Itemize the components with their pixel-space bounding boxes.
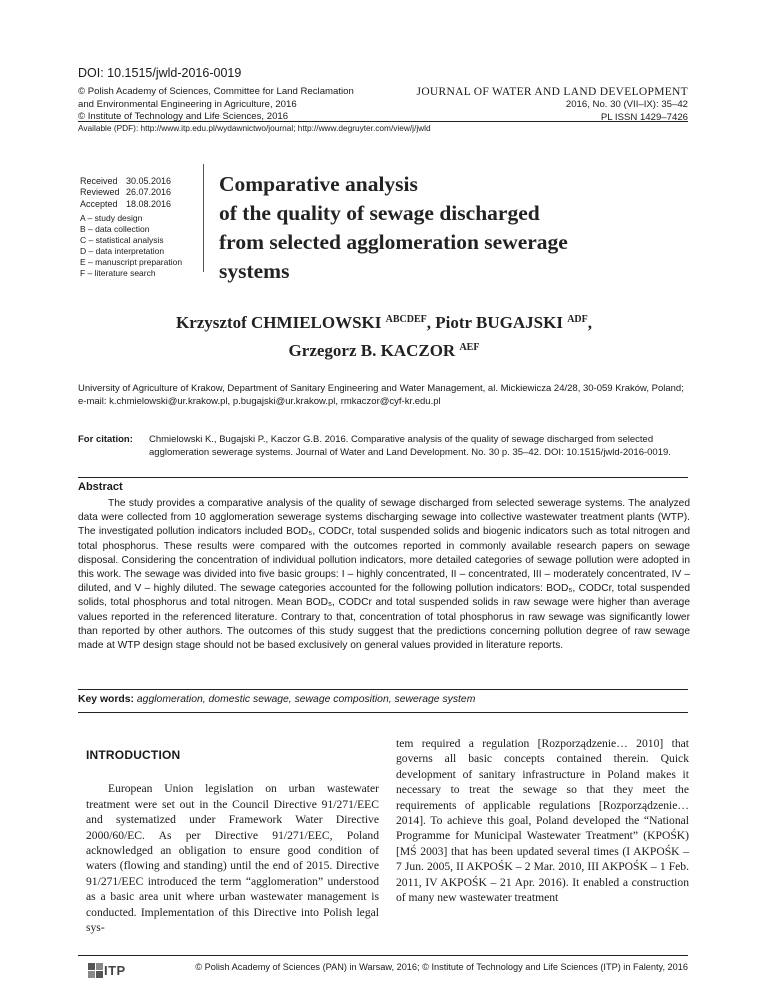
publisher-line: © Institute of Technology and Life Sciences, 2016 bbox=[78, 111, 289, 123]
affiliation: University of Agriculture of Krakow, Department of Sanitary Engineering and Water Management, al. Mickiewicza 24/28, 30-059 Kraków, Poland; e-mail: k.chmielowski@ur.krakow.pl, p.bugajski@ur.krakow.pl, rmkaczor@cyf-kr.edu.pl bbox=[78, 383, 684, 407]
logo-square-icon bbox=[88, 963, 95, 970]
author-roles: ABCDEF bbox=[385, 314, 427, 325]
journal-title: JOURNAL OF WATER AND LAND DEVELOPMENT bbox=[416, 86, 688, 98]
logo-square-icon bbox=[96, 963, 103, 970]
body-column-right bbox=[396, 736, 689, 905]
role-item: A – study design bbox=[80, 213, 143, 223]
publisher-line: and Environmental Engineering in Agriculture, 2016 bbox=[78, 98, 297, 110]
citation-divider bbox=[78, 477, 688, 478]
author-line: Krzysztof CHMIELOWSKI $^{ABCDEF}$, Piotr BUGAJSKI $^{ADF}$, bbox=[175, 313, 592, 332]
logo-square-icon bbox=[88, 971, 95, 978]
abstract-divider bbox=[78, 689, 688, 690]
journal-issn: PL ISSN 1429–7426 bbox=[600, 111, 688, 123]
keywords bbox=[78, 694, 475, 705]
vertical-divider bbox=[203, 164, 204, 272]
keywords-divider bbox=[78, 712, 688, 713]
author-roles: ADF bbox=[567, 314, 588, 325]
date-row: Received 30.05.2016 bbox=[80, 176, 172, 186]
contribution-roles bbox=[80, 213, 182, 279]
publisher-info bbox=[78, 86, 438, 124]
journal-info bbox=[388, 86, 688, 124]
section-heading: INTRODUCTION bbox=[86, 748, 181, 762]
citation bbox=[78, 433, 690, 459]
role-item: C – statistical analysis bbox=[80, 235, 164, 245]
author-line bbox=[0, 335, 768, 363]
journal-issue: 2016, No. 30 (VII–IX): 35–42 bbox=[565, 99, 688, 110]
footer-divider bbox=[78, 955, 688, 956]
role-item: E – manuscript preparation bbox=[80, 257, 183, 267]
header-divider bbox=[78, 121, 688, 122]
abstract-heading: Abstract bbox=[78, 481, 123, 493]
footer-copyright: © Polish Academy of Sciences (PAN) in Warsaw, 2016; © Institute of Technology and Life Sciences (ITP) in Falenty, 2016 bbox=[195, 962, 688, 972]
itp-logo bbox=[88, 961, 134, 981]
role-item: F – literature search bbox=[80, 268, 156, 278]
author-name: Grzegorz B. KACZOR bbox=[288, 341, 456, 360]
author-roles: AEF bbox=[459, 342, 480, 353]
body-column-left bbox=[86, 748, 379, 935]
role-item: B – data collection bbox=[80, 224, 150, 234]
author-name: Piotr BUGAJSKI bbox=[435, 313, 563, 332]
body-paragraph: European Union legislation on urban wastewater treatment were set out in the Council Directive 91/271/EEC and systematized under Framework Water Directive 2000/60/EC. As per Directive 91/271/EEC, Poland acknowledged an obligation to ensure good condition of waters (flowing and standing) until the end of 2015. Directive 91/271/EEC introduced the term “agglomeration” understood as a basic area unit where urban wastewater management is conducted. Implementation of this Directive into Polish legal sys- bbox=[86, 782, 379, 935]
date-row: Accepted 18.08.2016 bbox=[80, 198, 172, 209]
citation-label: For citation: bbox=[78, 434, 133, 445]
citation-text: Chmielowski K., Bugajski P., Kaczor G.B. 2016. Comparative analysis of the quality of sewage discharged from selected agglomeration sewerage systems. Journal of Water and Land Development. No. 30 p. 35–42. DOI: 10.1515/jwld-2016-0019. bbox=[149, 434, 671, 458]
author-list bbox=[0, 307, 768, 363]
logo-text: ITP bbox=[104, 963, 126, 978]
body-paragraph: tem required a regulation [Rozporządzenie… 2010] that governs all basic concepts contained therein. Quick development of sanitary infrastructure in Poland makes it necessary to treat the sewage so that they meet the requirements of applicable regulations [Rozporządzenie… 2014]. To achieve this goal, Poland developed the “National Programme for Municipal Wastewater Treatment” (KPOŚK) [MŚ 2003] that has been updated several times (I AKPOŚK – 7 Jun. 2005, II AKPOŚK – 2 Mar. 2010, III AKPOŚK – 1 Feb. 2011, IV AKPOŚK – 21 Apr. 2016). It enabled a construction of many new wastewater treatment bbox=[396, 737, 689, 905]
author-name: Krzysztof CHMIELOWSKI bbox=[175, 313, 382, 332]
keywords-label: Key words: bbox=[78, 694, 135, 705]
review-dates bbox=[80, 176, 171, 210]
keywords-text: agglomeration, domestic sewage, sewage composition, sewerage system bbox=[136, 694, 476, 705]
abstract-text: The study provides a comparative analysis of the quality of sewage discharged from selected sewerage systems. The analyzed data were collected from 10 agglomeration sewerage systems discharging sewage into collective wastewater treatment plants (WTP). The investigated pollution indicators included BOD₅, CODCr, total suspended solids and biogenic indicators such as total nitrogen and total phosphorus. These results were compared with the outcomes reported in commonly available research papers on sewage disposal. Considering the concentration of individual pollution indicators, more detailed categories of sewage pollution were adopted in this work. The sewage was divided into five basic groups: I – highly concentrated, II – concentrated, III – moderately concentrated, IV – diluted, and V – highly diluted. The sewage categories accounted for the following pollution indicators: BOD₅, CODCr, total suspended solids, total phosphorus and total nitrogen. Mean BOD₅, CODCr and total suspended solids in raw sewage were higher than average values reported in the referenced literature. Contrary to that, concentration of total phosphorus in raw sewage was significantly lower than reported by other authors. The outcomes of this study suggest that the predictions concerning pollution degree of raw sewage made at WTP design stage should not be based exclusively on general values provided in literature reports. bbox=[78, 498, 690, 652]
date-row: Reviewed 26.07.2016 bbox=[80, 187, 172, 198]
available-links[interactable]: Available (PDF): http://www.itp.edu.pl/wydawnictwo/journal; http://www.degruyter.com/view/j/jwld bbox=[78, 123, 431, 133]
publisher-line: © Polish Academy of Sciences, Committee for Land Reclamation bbox=[78, 86, 354, 97]
role-item: D – data interpretation bbox=[80, 246, 165, 256]
logo-square-icon bbox=[96, 971, 103, 978]
article-title: Comparative analysis of the quality of sewage discharged from selected agglomeration sewerage systems bbox=[219, 172, 568, 283]
doi[interactable]: DOI: 10.1515/jwld-2016-0019 bbox=[78, 66, 242, 80]
